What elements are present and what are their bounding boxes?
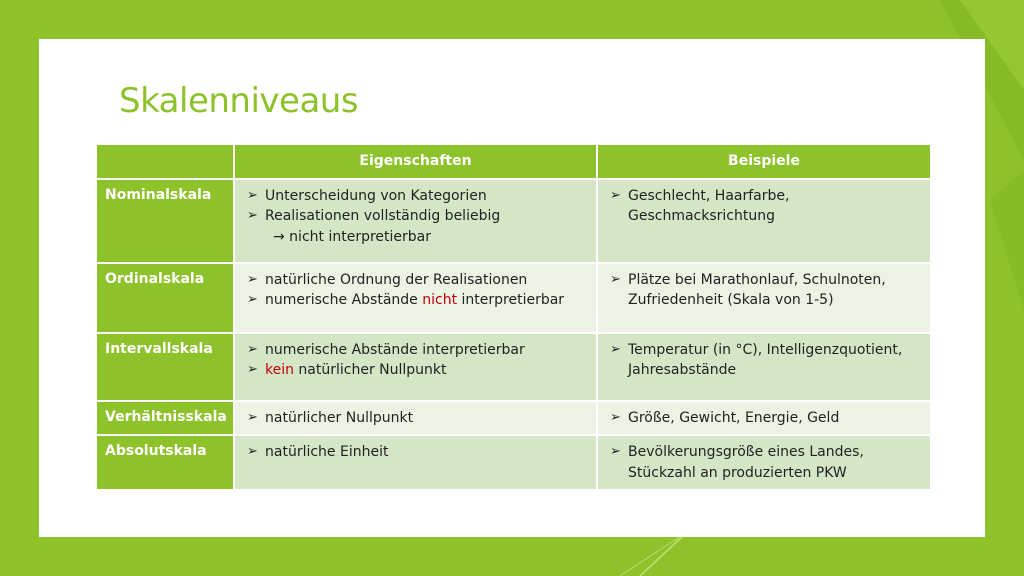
examples-cell [597, 401, 931, 436]
arrow-bullet-icon: ➢ [247, 362, 258, 377]
list-item: ➢ Realisationen vollständig beliebig [243, 206, 588, 227]
header-empty [96, 144, 234, 179]
arrow-bullet-icon: ➢ [247, 409, 258, 425]
consequence-text: → nicht interpretierbar [273, 228, 431, 245]
table-row [96, 179, 931, 263]
table-header-row [96, 144, 931, 179]
arrow-bullet-icon: ➢ [247, 271, 258, 287]
examples-cell [597, 435, 931, 490]
row-label: Intervallskala [96, 333, 234, 401]
properties-cell [234, 333, 597, 401]
arrow-bullet-icon: ➢ [610, 444, 621, 459]
list-item: ➢ Geschlecht, Haarfarbe, Geschmacksrichtung [610, 187, 790, 224]
arrow-bullet-icon: ➢ [247, 341, 258, 357]
properties-cell [234, 401, 597, 436]
arrow-bullet-icon: ➢ [247, 292, 258, 307]
list-item: ➢ numerische Abstände interpretierbar [243, 340, 588, 361]
emphasis-text: nicht [422, 292, 458, 308]
emphasis-text: kein [265, 362, 294, 378]
properties-cell [234, 435, 597, 490]
list-item: ➢ natürlicher Nullpunkt [243, 408, 588, 429]
list-item: ➢ natürliche Ordnung der Realisationen [243, 270, 588, 291]
header-properties: Eigenschaften [234, 144, 597, 179]
list-item: ➢ kein natürlicher Nullpunkt [243, 360, 588, 381]
slide-content [39, 39, 985, 537]
table-row [96, 263, 931, 333]
examples-cell [597, 333, 931, 401]
arrow-bullet-icon: ➢ [610, 271, 621, 287]
list-item: ➢ Bevölkerungsgröße eines Landes, Stückzahl an produzierten PKW [610, 444, 864, 481]
list-item: ➢ Plätze bei Marathonlauf, Schulnoten, Zufriedenheit (Skala von 1-5) [610, 271, 886, 308]
header-examples: Beispiele [597, 144, 931, 179]
arrow-bullet-icon: ➢ [610, 341, 621, 357]
arrow-bullet-icon: ➢ [610, 409, 621, 425]
row-label: Ordinalskala [96, 263, 234, 333]
table-row [96, 401, 931, 436]
row-label: Nominalskala [96, 179, 234, 263]
examples-cell [597, 179, 931, 263]
row-label: Absolutskala [96, 435, 234, 490]
list-item: ➢ Größe, Gewicht, Energie, Geld [606, 408, 922, 429]
list-item: ➢ natürliche Einheit [243, 442, 588, 463]
arrow-bullet-icon: ➢ [610, 187, 621, 203]
row-label: Verhältnisskala [96, 401, 234, 436]
scale-levels-table [95, 143, 932, 491]
properties-cell [234, 179, 597, 263]
examples-cell [597, 263, 931, 333]
arrow-bullet-icon: ➢ [247, 208, 258, 223]
table-row [96, 435, 931, 490]
list-item: ➢ numerische Abstände nicht interpretierbar [243, 290, 588, 311]
slide-title: Skalenniveaus [119, 81, 359, 121]
list-item: ➢ Temperatur (in °C), Intelligenzquotient, Jahresabstände [610, 341, 903, 378]
arrow-bullet-icon: ➢ [247, 187, 258, 203]
table-row [96, 333, 931, 401]
arrow-bullet-icon: ➢ [247, 444, 258, 459]
list-item: ➢ Unterscheidung von Kategorien [243, 186, 588, 207]
properties-cell [234, 263, 597, 333]
